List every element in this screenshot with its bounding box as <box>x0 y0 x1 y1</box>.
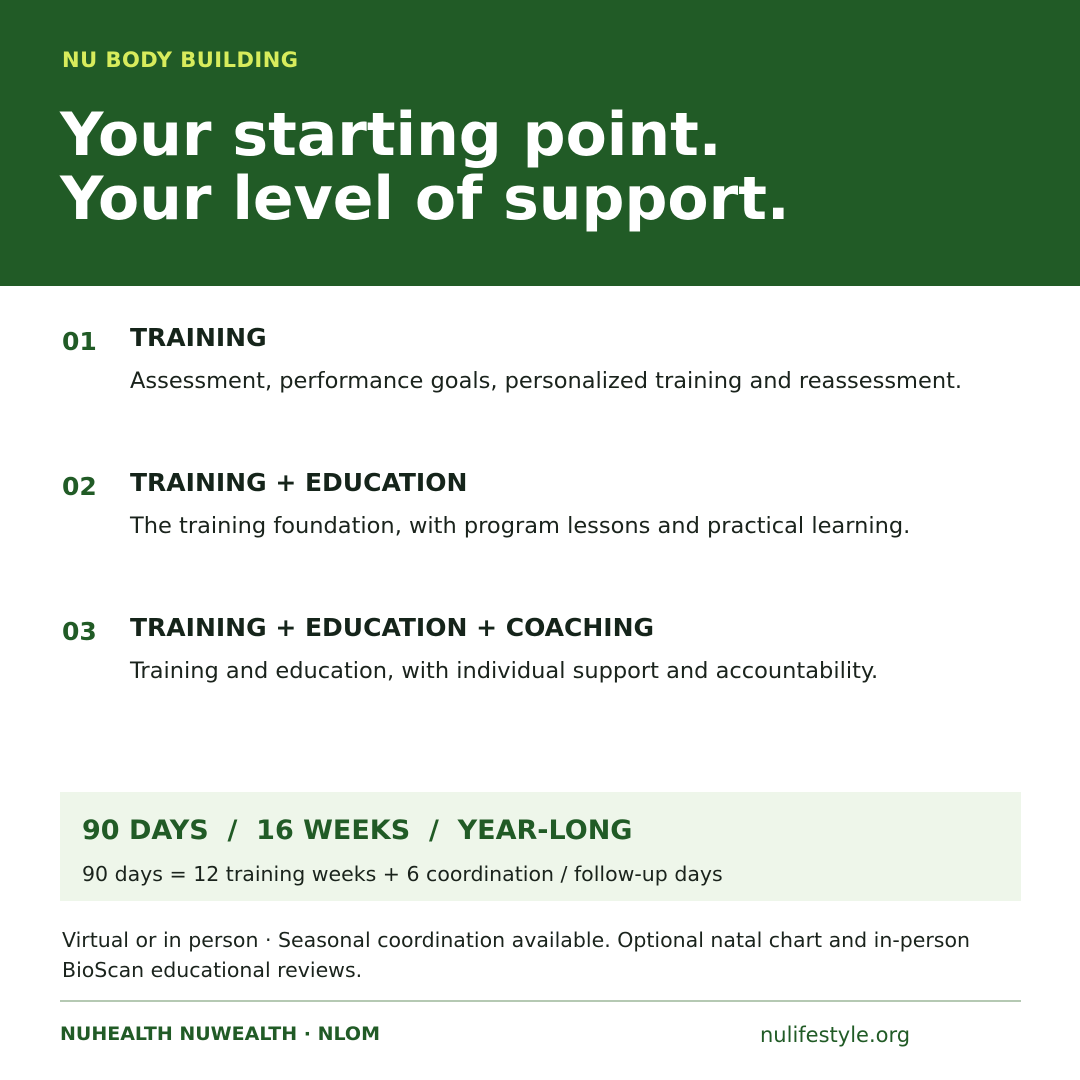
headline <box>60 100 790 234</box>
brand-label: NU BODY BUILDING <box>62 48 299 72</box>
footnote: Virtual or in person · Seasonal coordination available. Optional natal chart and in-person BioScan educational reviews. <box>62 928 971 982</box>
program-length-note: 90 days = 12 training weeks + 6 coordination / follow-up days <box>82 862 723 886</box>
footer-brand: NUHEALTH NUWEALTH · NLOM <box>60 1023 380 1045</box>
program-length-title: 90 DAYS / 16 WEEKS / YEAR-LONG <box>82 815 633 846</box>
footer-divider <box>60 1000 1021 1002</box>
header-banner <box>0 0 1080 286</box>
headline-line-1: Your starting point. <box>60 100 722 170</box>
item-number: 02 <box>62 472 97 501</box>
item-description: The training foundation, with program lessons and practical learning. <box>130 513 911 539</box>
program-length-box <box>60 792 1021 901</box>
item-description: Training and education, with individual support and accountability. <box>130 658 879 684</box>
item-number: 03 <box>62 617 97 646</box>
headline-line-2: Your level of support. <box>60 164 790 234</box>
item-number: 01 <box>62 327 97 356</box>
item-title: TRAINING + EDUCATION + COACHING <box>130 613 655 642</box>
item-title: TRAINING <box>130 323 267 352</box>
item-title: TRAINING + EDUCATION <box>130 468 468 497</box>
item-description: Assessment, performance goals, personalized training and reassessment. <box>130 368 963 394</box>
website-link[interactable]: nulifestyle.org <box>760 1023 911 1047</box>
